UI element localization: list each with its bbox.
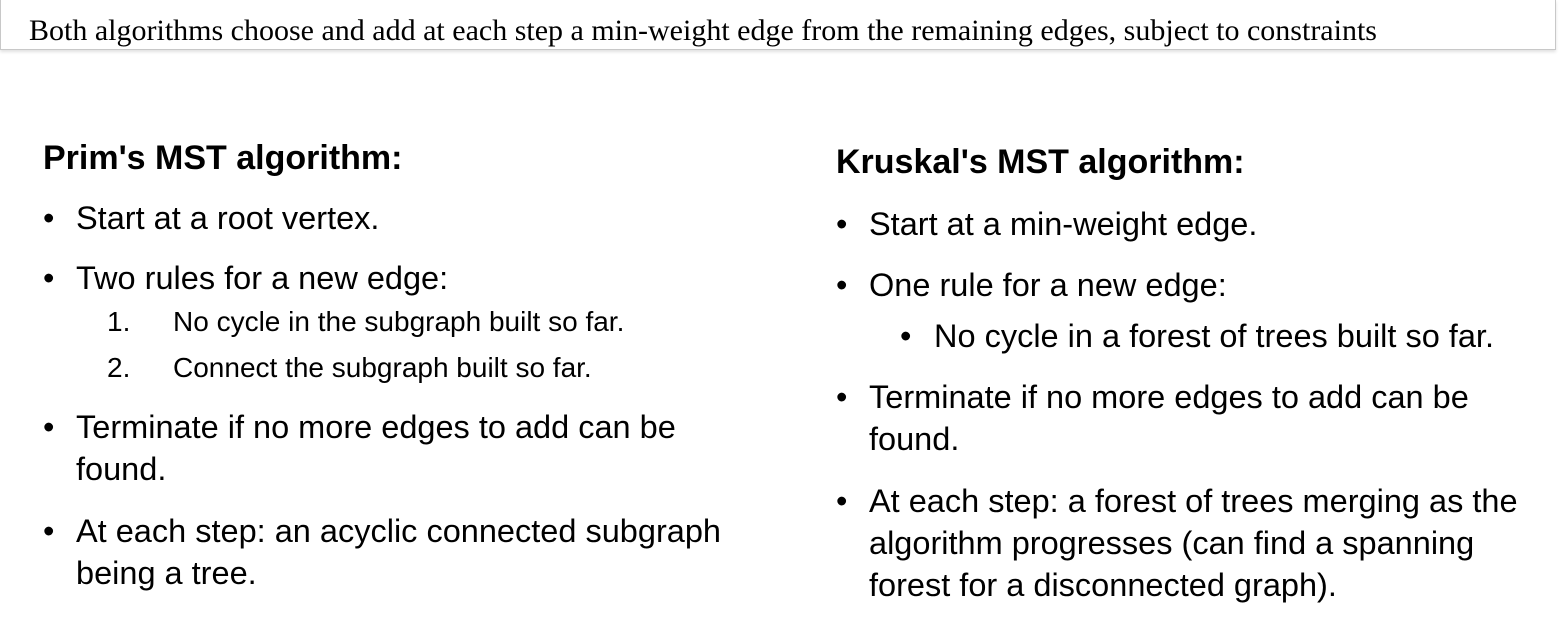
kruskal-bullet-terminate: • Terminate if no more edges to add can be found. bbox=[836, 376, 1556, 460]
kruskal-column bbox=[836, 142, 1556, 606]
prim-bullet-start: • Start at a root vertex. bbox=[43, 197, 763, 239]
kruskal-bullet-start: • Start at a min-weight edge. bbox=[836, 203, 1556, 245]
prim-bullet-terminate: • Terminate if no more edges to add can be found. bbox=[43, 406, 763, 490]
prim-rule-1-number: 1. bbox=[107, 306, 131, 337]
prim-bullet-list bbox=[43, 197, 763, 594]
kruskal-bullet-list bbox=[836, 203, 1556, 606]
prim-rule-2-number: 2. bbox=[107, 352, 131, 383]
kruskal-rule-1: • No cycle in a forest of trees built so far. bbox=[836, 315, 1556, 357]
summary-text: Both algorithms choose and add at each step a min-weight edge from the remaining edges, subject to constraints bbox=[29, 14, 1377, 47]
prim-rule-1 bbox=[43, 299, 763, 345]
kruskal-bullet-rule: • One rule for a new edge: bbox=[836, 264, 1556, 306]
prim-bullet-each-step: • At each step: an acyclic connected subgraph being a tree. bbox=[43, 510, 763, 594]
prim-rule-2 bbox=[43, 345, 763, 391]
summary-banner bbox=[0, 0, 1556, 50]
prim-bullet-rules: • Two rules for a new edge: bbox=[43, 257, 763, 299]
kruskal-heading: Kruskal's MST algorithm: bbox=[836, 143, 1245, 181]
kruskal-bullet-each-step: • At each step: a forest of trees merging as the algorithm progresses (can find a spanning forest for a disconnected graph). bbox=[836, 480, 1556, 606]
prim-heading: Prim's MST algorithm: bbox=[43, 139, 403, 177]
prim-rule-1-text: No cycle in the subgraph built so far. bbox=[173, 306, 625, 337]
prim-column bbox=[43, 138, 763, 594]
prim-rule-2-text: Connect the subgraph built so far. bbox=[173, 352, 592, 383]
